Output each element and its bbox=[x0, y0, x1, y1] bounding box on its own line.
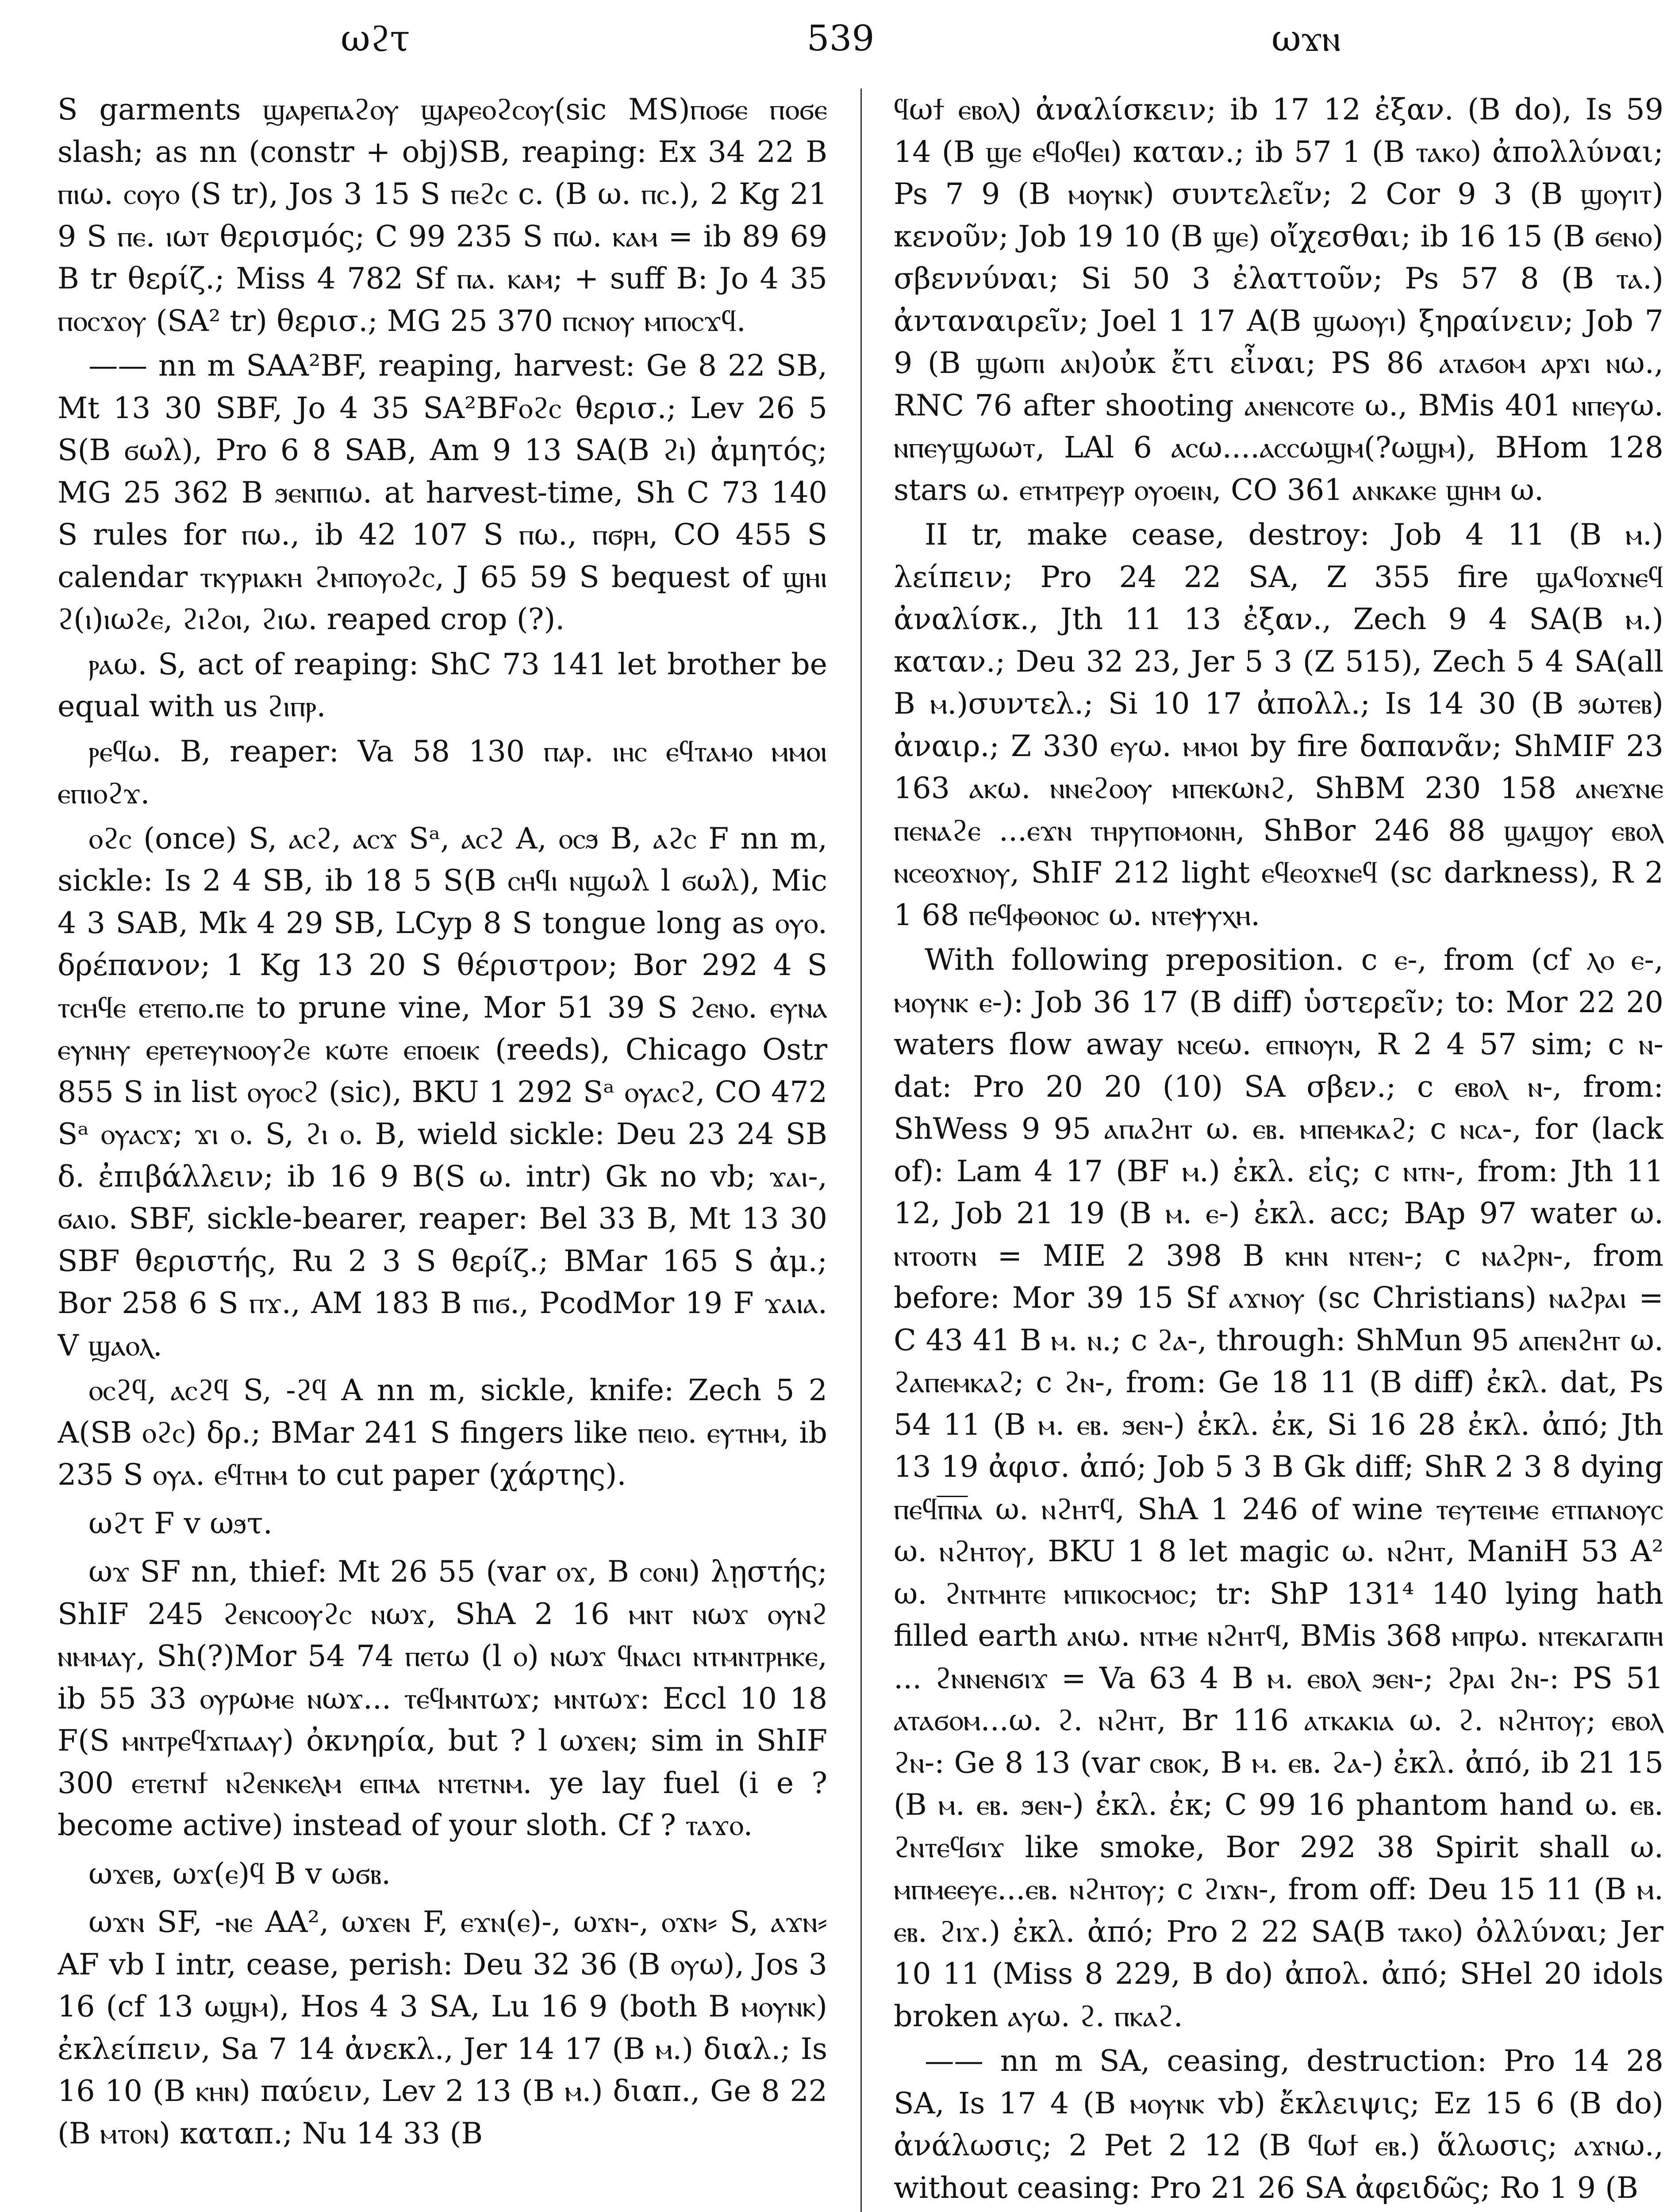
entry-paragraph: ϥωϯ ⲉⲃⲟⲗ) ἀναλίσκειν; ib 17 12 ἐξαν. (B do), Is 59 14 (B ϣⲉ ⲉϥⲟϥⲉⲓ) καταν.; ib 57 1 (B ⲧⲁⲕⲟ) ἀπολλύναι; Ps 7 9 (B ⲙⲟⲩⲛⲕ) συντελεῖν; 2 Cor 9 3 (B ϣⲟⲩⲓⲧ) κενοῦν; Job 19 10 (B ϣⲉ) οἴχεσθαι; ib 16 15 (B ϭⲉⲛⲟ) σβεννύναι; Si 50 3 ἐλαττοῦν; Ps 57 8 (B ⲧⲁ.) ἀνταναιρεῖν; Joel 1 17 A(B ϣωⲟⲩⲓ) ξηραίνειν; Job 7 9 (B ϣωⲡⲓ ⲁⲛ)οὐκ ἔτι εἶναι; PS 86 ⲁⲧⲁϭⲟⲙ ⲁⲣϫⲓ ⲛω., RNC 76 after shooting ⲁⲛⲉⲛⲥⲟⲧⲉ ω., BMis 401 ⲛⲡⲉⲩω. ⲛⲡⲉⲩϣωωⲧ, LAl 6 ⲁⲥω....ⲁⲥⲥωϣⲙ(?ωϣⲙ), BHom 128 stars ω. ⲉⲧⲙⲧⲣⲉⲩⲣ ⲟⲩⲟⲉⲓⲛ, CO 361 ⲁⲛⲕⲁⲕⲉ ϣⲏⲙ ω. bbox=[894, 92, 1663, 507]
entry-paragraph: ⲣⲉϥω. B, reaper: Va 58 130 ⲡⲁⲣ. ⲓⲏⲥ ⲉϥⲧⲁⲙⲟ ⲙⲙⲟⲓ ⲉⲡⲓⲟϩϫ. bbox=[58, 733, 827, 810]
left-column bbox=[58, 88, 827, 2212]
running-head-left: ωϩτ bbox=[341, 18, 410, 60]
entry-headword: ωϫⲉⲃ, ωϫ(ⲉ)ϥ B v ωϭⲃ. bbox=[88, 1856, 391, 1891]
page-header bbox=[58, 18, 1624, 71]
column-divider bbox=[860, 88, 862, 2212]
entry-headword: ωϩτ F v ωϧτ. bbox=[88, 1505, 273, 1540]
page-number: 539 bbox=[807, 18, 875, 59]
entry-headword: ωϫⲛ SF, -ⲛⲉ AA², ωϫⲉⲛ F, ⲉϫⲛ(ⲉ)-, ωϫⲛ-, ⲟϫⲛ⸗ S, ⲁϫⲛ⸗ AF vb I intr, cease, perish: Deu 32 36 (B ⲟⲩω), Jos 3 16 (cf 13 ωϣⲙ), Hos 4 3 SA, Lu 16 9 (both B ⲙⲟⲩⲛⲕ) ἐκλείπειν, Sa 7 14 ἀνεκλ., Jer 14 17 (B ⲙ.) διαλ.; Is 16 10 (B ⲕⲏⲛ) παύειν, Lev 2 13 (B ⲙ.) διαπ., Ge 8 22 (B ⲙⲧⲟⲛ) καταπ.; Nu 14 33 (B bbox=[58, 1905, 827, 2151]
entry-paragraph: —— nn m SAA²BF, reaping, harvest: Ge 8 22 SB, Mt 13 30 SBF, Jo 4 35 SA²BFⲟϩⲥ θερισ.; Lev 26 5 S(B ϭωλ), Pro 6 8 SAB, Am 9 13 SA(B ϩⲓ) ἀμητός; MG 25 362 B ϧⲉⲛⲡⲓω. at harvest-time, Sh C 73 140 S rules for ⲡω., ib 42 107 S ⲡω., ⲡϭⲣⲏ, CO 455 S calendar ⲧⲕⲩⲣⲓⲁⲕⲏ ϩⲙⲡⲟⲩⲟϩⲥ, J 65 59 S bequest of ϣⲏⲓ ϩ(ⲓ)ⲓωϩⲉ, ϩⲓϩⲟⲓ, ϩⲓω. reaped crop (?). bbox=[58, 348, 827, 636]
entry-paragraph: II tr, make cease, destroy: Job 4 11 (B ⲙ.) λείπειν; Pro 24 22 SA, Z 355 fire ϣⲁϥⲟϫⲛⲉϥ ἀναλίσκ., Jth 11 13 ἐξαν., Zech 9 4 SA(B ⲙ.) καταν.; Deu 32 23, Jer 5 3 (Z 515), Zech 5 4 SA(all B ⲙ.)συντελ.; Si 10 17 ἀπολλ.; Is 14 30 (B ϧωⲧⲉⲃ) ἀναιρ.; Z 330 ⲉⲩω. ⲙⲙⲟⲓ by fire δαπανᾶν; ShMIF 23 163 ⲁⲕω. ⲛⲛⲉϩⲟⲟⲩ ⲙⲡⲉⲕωⲛϩ, ShBM 230 158 ⲁⲛⲉϫⲛⲉ ⲡⲉⲛⲁϩⲉ ...ⲉϫⲛ ⲧⲏⲣⲩⲡⲟⲙⲟⲛⲏ, ShBor 246 88 ϣⲁϣⲟⲩ ⲉⲃⲟⲗ ⲛⲥⲉⲟϫⲛⲟⲩ, ShIF 212 light ⲉϥⲉⲟϫⲛⲉϥ (sc darkness), R 2 1 68 ⲡⲉϥⲫⲑⲟⲛⲟⲥ ω. ⲛⲧⲉⲯⲩⲭⲏ. bbox=[894, 517, 1663, 932]
right-column bbox=[894, 88, 1663, 2212]
entry-paragraph: S garments ϣⲁⲣⲉⲡⲁϩⲟⲩ ϣⲁⲣⲉⲟϩⲥⲟⲩ(sic MS)ⲡⲟϭⲉ ⲡⲟϭⲉ slash; as nn (constr + obj)SB, reaping: Ex 34 22 B ⲡⲓω. ⲥⲟⲩⲟ (S tr), Jos 3 15 S ⲡⲉϩⲥ c. (B ω. ⲡⲥ.), 2 Kg 21 9 S ⲡⲉ. ⲓωⲧ θερισμός; C 99 235 S ⲡω. ⲕⲁⲙ = ib 89 69 B tr θερίζ.; Miss 4 782 Sf ⲡⲁ. ⲕⲁⲙ; + suff B: Jo 4 35 ⲡⲟⲥϫⲟⲩ (SA² tr) θερισ.; MG 25 370 ⲡⲥⲛⲟⲩ ⲙⲡⲟⲥϫϥ. bbox=[58, 92, 827, 338]
entry-headword: ωϫ SF nn, thief: Mt 26 55 (var ⲟϫ, B ⲥⲟⲛⲓ) λῃστής; ShIF 245 ϩⲉⲛⲥⲟⲟⲩϩⲥ ⲛωϫ, ShA 2 16 ⲙⲛⲧ ⲛωϫ ⲟⲩⲛϩ ⲛⲙⲙⲁⲩ, Sh(?)Mor 54 74 ⲡⲉⲧω (l ⲟ) ⲛωϫ ϥⲛⲁⲥⲓ ⲛⲧⲙⲛⲧⲣⲏⲕⲉ, ib 55 33 ⲟⲩⲣωⲙⲉ ⲛωϫ... ⲧⲉϥⲙⲛⲧωϫ; ⲙⲛⲧωϫ: Eccl 10 18 F(S ⲙⲛⲧⲣⲉϥϫⲡⲁⲁⲩ) ὀκνηρία, but ? l ωϫⲉⲛ; sim in ShIF 300 ⲉⲧⲉⲧⲛϯ ⲛϩⲉⲛⲕⲉⲗⲙ ⲉⲡⲙⲁ ⲛⲧⲉⲧⲛⲙ. ye lay fuel (i e ? become active) instead of your sloth. Cf ? ⲧⲁϫⲟ. bbox=[58, 1554, 827, 1842]
entry-paragraph: ⲟⲥϩϥ, ⲁⲥϩϥ S, -ϩϥ A nn m, sickle, knife: Zech 5 2 A(SB ⲟϩⲥ) δρ.; BMar 241 S fingers like ⲡⲉⲓⲟ. ⲉⲩⲧⲏⲙ, ib 235 S ⲟⲩⲁ. ⲉϥⲧⲏⲙ to cut paper (χάρτης). bbox=[58, 1373, 827, 1492]
running-head-right: ωϫⲛ bbox=[1271, 18, 1341, 60]
entry-paragraph: ⲟϩⲥ (once) S, ⲁⲥϩ, ⲁⲥϫ Sᵃ, ⲁⲥϩ A, ⲟⲥϧ B, ⲁϩⲥ F nn m, sickle: Is 2 4 SB, ib 18 5 S(B ⲥⲏϥⲓ ⲛϣωλ l ϭωλ), Mic 4 3 SAB, Mk 4 29 SB, LCyp 8 S tongue long as ⲟⲩⲟ. δρέπανον; 1 Kg 13 20 S θέριστρον; Bor 292 4 S ⲧⲥⲏϥⲉ ⲉⲧⲉⲡⲟ.ⲡⲉ to prune vine, Mor 51 39 S ϩⲉⲛⲟ. ⲉⲩⲛⲁ ⲉⲩⲛⲏⲩ ⲉⲣⲉⲧⲉⲩⲛⲟⲟⲩϩⲉ ⲕωⲧⲉ ⲉⲡⲟⲉⲓⲕ (reeds), Chicago Ostr 855 S in list ⲟⲩⲟⲥϩ (sic), BKU 1 292 Sᵃ ⲟⲩⲁⲥϩ, CO 472 Sᵃ ⲟⲩⲁⲥϫ; ϫⲓ ⲟ. S, ϩⲓ ⲟ. B, wield sickle: Deu 23 24 SB δ. ἐπιβάλλειν; ib 16 9 B(S ω. intr) Gk no vb; ϫⲁⲓ-, ϭⲁⲓⲟ. SBF, sickle-bearer, reaper: Bel 33 B, Mt 13 30 SBF θεριστής, Ru 2 3 S θερίζ.; BMar 165 S ἀμ.; Bor 258 6 S ⲡϫ., AM 183 B ⲡⲓϭ., PcodMor 19 F ϫⲁⲓⲁ. V ϣⲁⲟⲗ. bbox=[58, 821, 827, 1363]
entry-paragraph: ⲣⲁω. S, act of reaping: ShC 73 141 let brother be equal with us ϩⲓⲡⲣ. bbox=[58, 646, 827, 723]
entry-paragraph: —— nn m SA, ceasing, destruction: Pro 14 28 SA, Is 17 4 (B ⲙⲟⲩⲛⲕ vb) ἔκλειψις; Ez 15 6 (B do) ἀνάλωσις; 2 Pet 2 12 (B ϥωϯ ⲉⲃ.) ἅλωσις; ⲁϫⲛω., without ceasing: Pro 21 26 SA ἀφειδῶς; Ro 1 9 (B bbox=[894, 2043, 1663, 2205]
entry-paragraph: With following preposition. c ⲉ-, from (cf ⲗⲟ ⲉ-, ⲙⲟⲩⲛⲕ ⲉ-): Job 36 17 (B diff) ὑστερεῖν; to: Mor 22 20 waters flow away ⲛⲥⲉω. ⲉⲡⲛⲟⲩⲛ, R 2 4 57 sim; c ⲛ- dat: Pro 20 20 (10) SA σβεν.; c ⲉⲃⲟⲗ ⲛ-, from: ShWess 9 95 ⲁⲡⲁϩⲏⲧ ω. ⲉⲃ. ⲙⲡⲉⲙⲕⲁϩ; c ⲛⲥⲁ-, for (lack of): Lam 4 17 (BF ⲙ.) ἐκλ. εἰς; c ⲛⲧⲛ-, from: Jth 11 12, Job 21 19 (B ⲙ. ⲉ-) ἐκλ. acc; BAp 97 water ω. ⲛⲧⲟⲟⲧⲛ = MIE 2 398 B ⲕⲏⲛ ⲛⲧⲉⲛ-; c ⲛⲁϩⲣⲛ-, from before: Mor 39 15 Sf ⲁϫⲛⲟⲩ (sc Christians) ⲛⲁϩⲣⲁⲓ = C 43 41 B ⲙ. ⲛ.; c ϩⲁ-, through: ShMun 95 ⲁⲡⲉⲛϩⲏⲧ ω. ϩⲁⲡⲉⲙⲕⲁϩ; c ϩⲛ-, from: Ge 18 11 (B diff) ἐκλ. dat, Ps 54 11 (B ⲙ. ⲉⲃ. ϧⲉⲛ-) ἐκλ. ἐκ, Si 16 28 ἐκλ. ἀπό; Jth 13 19 ἀφισ. ἀπό; Job 5 3 B Gk diff; ShR 2 3 8 dying ⲡⲉϥⲡ̅ⲛ̅ⲁ ω. ⲛϩⲏⲧϥ, ShA 1 246 of wine ⲧⲉⲩⲧⲉⲓⲙⲉ ⲉⲧⲡⲁⲛⲟⲩⲥ ω. ⲛϩⲏⲧⲟⲩ, BKU 1 8 let magic ω. ⲛϩⲏⲧ, ManiH 53 A² ω. ϩⲛⲧⲙⲏⲧⲉ ⲙⲡⲓⲕⲟⲥⲙⲟⲥ; tr: ShP 131⁴ 140 lying hath filled earth ⲁⲛω. ⲛⲧⲙⲉ ⲛϩⲏⲧϥ, BMis 368 ⲙⲡⲣω. ⲛⲧⲉⲕⲁⲅⲁⲡⲏ ... ϩⲛⲛⲉⲛϭⲓϫ = Va 63 4 B ⲙ. ⲉⲃⲟⲗ ϧⲉⲛ-; ϩⲣⲁⲓ ϩⲛ-: PS 51 ⲁⲧⲁϭⲟⲙ...ω. ϩ. ⲛϩⲏⲧ, Br 116 ⲁⲧⲕⲁⲕⲓⲁ ω. ϩ. ⲛϩⲏⲧⲟⲩ; ⲉⲃⲟⲗ ϩⲛ-: Ge 8 13 (var ⲥⲃⲟⲕ, B ⲙ. ⲉⲃ. ϩⲁ-) ἐκλ. ἀπό, ib 21 15 (B ⲙ. ⲉⲃ. ϧⲉⲛ-) ἐκλ. ἐκ; C 99 16 phantom hand ω. ⲉⲃ. ϩⲛⲧⲉϥϭⲓϫ like smoke, Bor 292 38 Spirit shall ω. ⲙⲡⲙⲉⲉⲩⲉ...ⲉⲃ. ⲛϩⲏⲧⲟⲩ; c ϩⲓϫⲛ-, from off: Deu 15 11 (B ⲙ. ⲉⲃ. ϩⲓϫ.) ἐκλ. ἀπό; Pro 2 22 SA(B ⲧⲁⲕⲟ) ὀλλύναι; Jer 10 11 (Miss 8 229, B do) ἀπολ. ἀπό; SHel 20 idols broken ⲁⲩω. ϩ. ⲡⲕⲁϩ. bbox=[894, 942, 1663, 2033]
